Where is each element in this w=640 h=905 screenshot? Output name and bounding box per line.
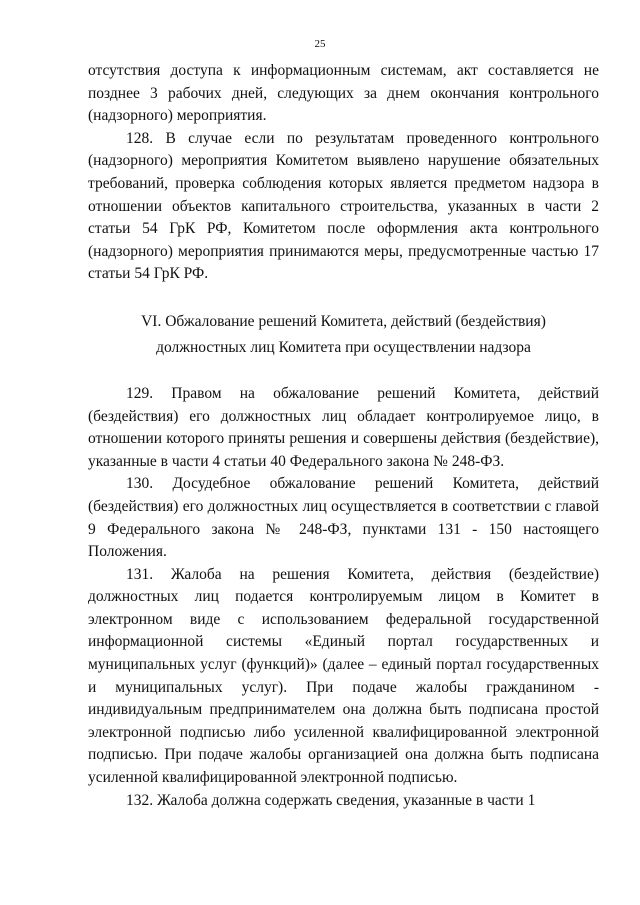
paragraph-129: 129. Правом на обжалование решений Комитета, действий (бездействия) его должностных лиц обладает контролируемое лицо, в отношении которого приняты решения и совершены действия (бездействие), указанные в части 4 статьи 40 Федерального закона № 248-ФЗ.: [88, 384, 599, 470]
paragraph-131: 131. Жалоба на решения Комитета, действия (бездействие) должностных лиц подается контролируемым лицом в Комитет в электронном виде с использованием федеральной государственной информационной системы «Единый портал государственных и муниципальных услуг (функций)» (далее – единый портал государственных и муниципальных услуг). При подаче жалобы гражданином - индивидуальным предпринимателем она должна быть подписана простой электронной подписью либо усиленной квалифицированной электронной подписью. При подаче жалобы организацией она должна быть подписана усиленной квалифицированной электронной подписью.: [88, 565, 599, 787]
page-number: 25: [314, 38, 326, 50]
section-heading-line-2: должностных лиц Комитета при осуществлении надзора: [156, 338, 531, 356]
section-heading: [88, 309, 599, 361]
section-heading-line-1: VI. Обжалование решений Комитета, действий (бездействия): [141, 312, 546, 330]
paragraph-132: 132. Жалоба должна содержать сведения, указанные в части 1: [126, 791, 536, 809]
paragraph-continuation: отсутствия доступа к информационным системам, акт составляется не позднее 3 рабочих дней, следующих за днем окончания контрольного (надзорного) мероприятия.: [88, 62, 599, 125]
paragraph-130: 130. Досудебное обжалование решений Комитета, действий (бездействия) его должностных лиц осуществляется в соответствии с главой 9 Федерального закона № 248-ФЗ, пунктами 131 - 150 настоящего Положения.: [88, 475, 599, 561]
paragraph-128: 128. В случае если по результатам проведенного контрольного (надзорного) мероприятия Комитетом выявлено нарушение обязательных требований, проверка соблюдения которых является предметом надзора в отношении объектов капитального строительства, указанных в части 2 статьи 54 ГрК РФ, Комитетом после оформления акта контрольного (надзорного) мероприятия принимаются меры, предусмотренные частью 17 статьи 54 ГрК РФ.: [88, 129, 599, 283]
document-body: [88, 60, 599, 812]
